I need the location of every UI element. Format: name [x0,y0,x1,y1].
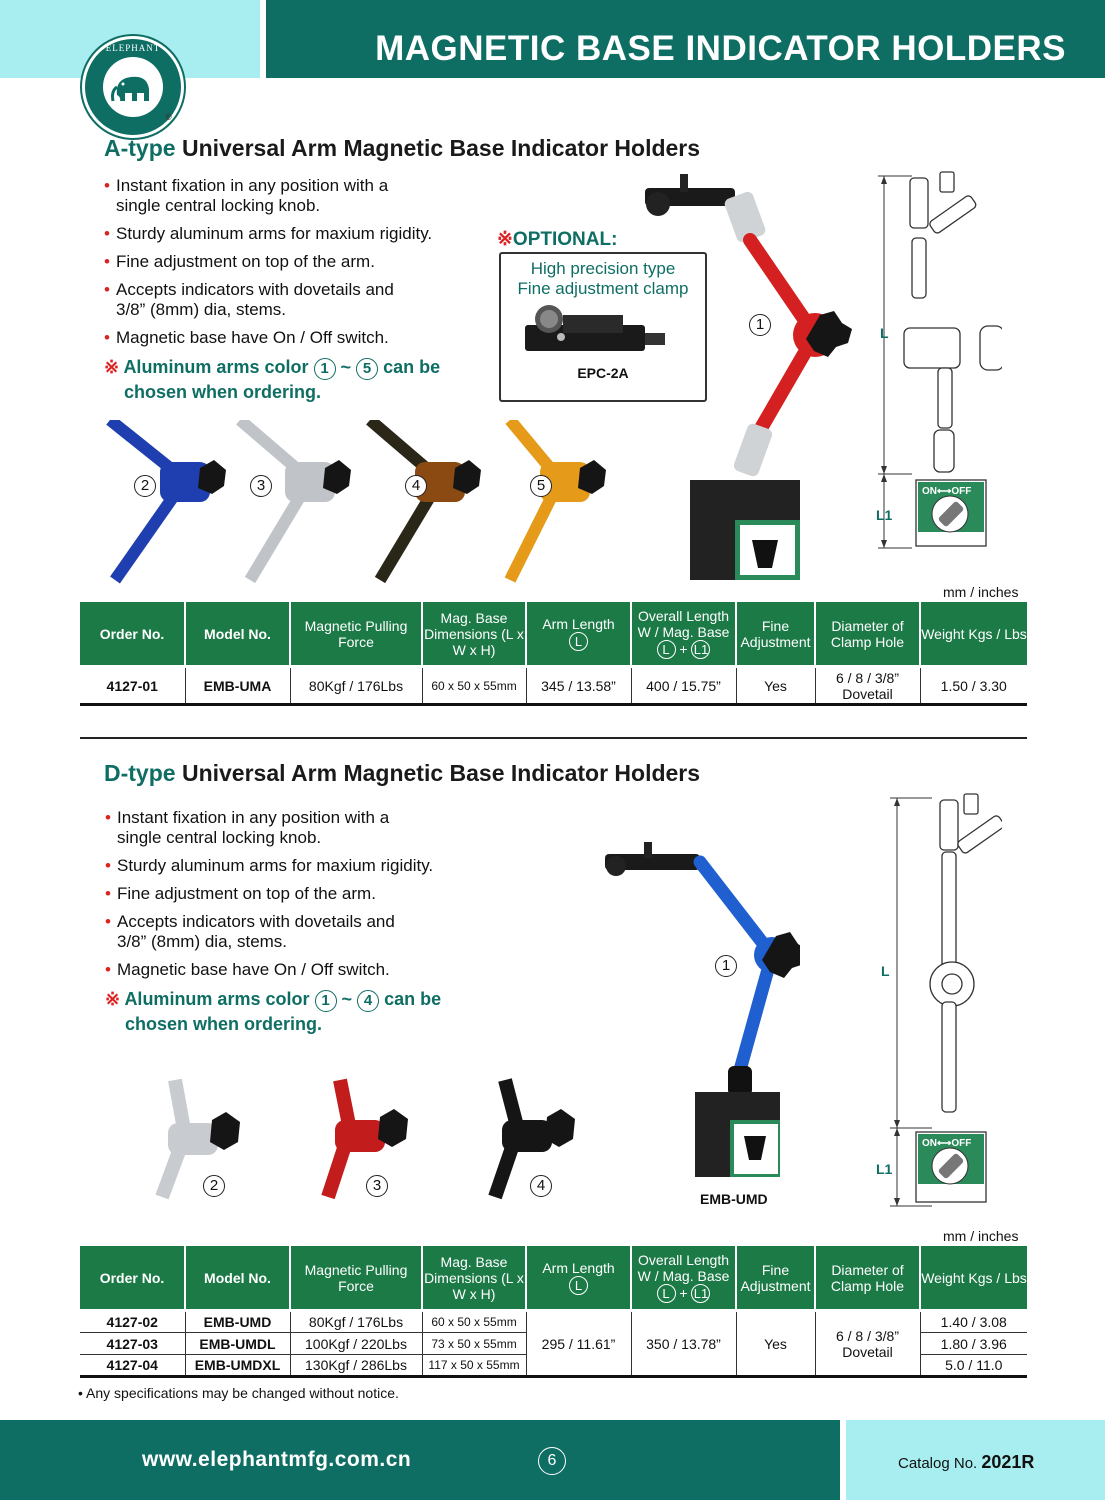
dim-l-label: L [881,963,890,979]
table-row: 4127-01 EMB-UMA 80Kgf / 176Lbs 60 x 50 x 55mm 345 / 13.58” 400 / 15.75” Yes 6 / 8 / 3/8” Dovetail 1.50 / 3.30 [80,667,1027,705]
d-type-prefix: D-type [104,760,176,786]
catalog-number: Catalog No. 2021R [898,1452,1035,1472]
footer-band [0,1420,840,1500]
arm-swatch-5 [510,420,606,580]
number-circle: 5 [356,358,378,380]
a-type-spec-table [80,602,1027,706]
d-type-title [104,760,700,787]
a-type-dimension-diagram [872,168,1002,558]
number-circle: 1 [315,990,337,1012]
d-arm-color-number-1: 1 [715,955,737,977]
d-type-product-caption: EMB-UMD [700,1191,768,1207]
list-item: • Magnetic base have On / Off switch. [105,960,390,979]
specs-disclaimer: • Any specifications may be changed without notice. [78,1385,399,1401]
table-header-row: Order No. Model No. Magnetic Pulling Force Mag. Base Dimensions (L x W x H) Arm Length L Overall Length W / Mag. Base L + L1 Fine Adjustment Diameter of Clamp Hole Weight Kgs / Lbs [80,1246,1027,1311]
d-type-product-image [600,840,800,1180]
d-arm-color-number-3: 3 [366,1175,388,1197]
a-type-title [104,135,700,162]
switch-label: ON⟷OFF [922,486,972,497]
a-type-arm-swatches [100,420,640,585]
arm-swatch-4 [370,420,481,580]
arm-color-number-3: 3 [250,475,272,497]
d-type-feature-list [105,808,485,988]
table-row: 4127-03 EMB-UMDL 100Kgf / 220Lbs 73 x 50 x 55mm 1.80 / 3.96 [80,1333,1027,1355]
list-item: • Instant fixation in any position with a single central locking knob. [105,808,390,847]
col-order: Order No. [80,602,185,667]
list-item: • Fine adjustment on top of the arm. [105,884,376,903]
col-overall: Overall Length W / Mag. Base L + L1 [631,602,736,667]
list-item: • Sturdy aluminum arms for maxium rigidity. [105,856,434,875]
list-item: • Accepts indicators with dovetails and 3/8” (8mm) dia, stems. [105,912,395,951]
switch-label: ON⟷OFF [922,1138,972,1149]
d-type-spec-table [80,1246,1027,1378]
col-model: Model No. [185,602,290,667]
section-divider [80,737,1027,739]
logo-text: ELEPHANT [105,43,161,53]
table-header-row [80,602,1027,667]
d-type-color-note: ※ Aluminum arms color 1 ~ 4 can be chosen when ordering. [105,989,442,1034]
d-arm-swatch-2 [162,1080,240,1197]
a-type-feature-list [104,176,484,356]
optional-model: EPC-2A [577,365,629,381]
number-circle: 4 [357,990,379,1012]
arm-color-number-1: 1 [749,314,771,336]
a-type-prefix: A-type [104,135,176,161]
units-label-2: mm / inches [943,1228,1019,1244]
col-fine: Fine Adjustment [736,602,815,667]
col-weight: Weight Kgs / Lbs [920,602,1027,667]
page-number: 6 [538,1447,566,1475]
list-item: • Instant fixation in any position with a single central locking knob. [104,176,389,215]
optional-line-1: High precision type [530,259,676,278]
a-type-product-image [640,170,870,590]
page-title: MAGNETIC BASE INDICATOR HOLDERS [375,29,1066,68]
d-type-title-rest: Universal Arm Magnetic Base Indicator Holders [181,760,701,786]
a-type-title-rest: Universal Arm Magnetic Base Indicator Holders [181,135,701,161]
d-type-dimension-diagram [872,792,1002,1212]
d-arm-color-number-4: 4 [530,1175,552,1197]
dim-l-label: L [880,325,889,341]
col-force: Magnetic Pulling Force [290,602,422,667]
col-arm: Arm Length L [526,602,631,667]
arm-color-number-2: 2 [134,475,156,497]
arm-color-number-4: 4 [405,475,427,497]
dim-l1-label: L1 [876,1161,893,1177]
list-item: • Sturdy aluminum arms for maxium rigidity. [104,224,433,243]
elephant-icon [103,57,163,117]
table-row: 4127-04 EMB-UMDXL 130Kgf / 286Lbs 117 x 50 x 55mm 5.0 / 11.0 [80,1355,1027,1377]
dim-l1-label: L1 [876,507,893,523]
table-row: 4127-02 EMB-UMD 80Kgf / 176Lbs 60 x 50 x 55mm 295 / 11.61” 350 / 13.78” Yes 6 / 8 / 3/8” Dovetail 1.40 / 3.08 [80,1311,1027,1333]
elephant-logo [82,36,184,138]
list-item: • Magnetic base have On / Off switch. [104,328,389,347]
units-label: mm / inches [943,584,1019,600]
a-type-color-note: ※ Aluminum arms color 1 ~ 5 can be chosen when ordering. [104,357,441,402]
optional-label: ※OPTIONAL: [497,229,618,250]
website-link[interactable]: www.elephantmfg.com.cn [142,1448,412,1471]
list-item: • Accepts indicators with dovetails and 3/8” (8mm) dia, stems. [104,280,394,319]
number-circle: 1 [314,358,336,380]
registered-mark: ® [165,112,172,122]
col-clamp: Diameter of Clamp Hole [815,602,920,667]
arm-color-number-5: 5 [530,475,552,497]
arm-swatch-3 [240,420,351,580]
col-dims: Mag. Base Dimensions (L x W x H) [422,602,526,667]
d-arm-color-number-2: 2 [203,1175,225,1197]
arm-swatch-2 [110,420,226,580]
list-item: • Fine adjustment on top of the arm. [104,252,375,271]
optional-line-2: Fine adjustment clamp [517,279,689,298]
